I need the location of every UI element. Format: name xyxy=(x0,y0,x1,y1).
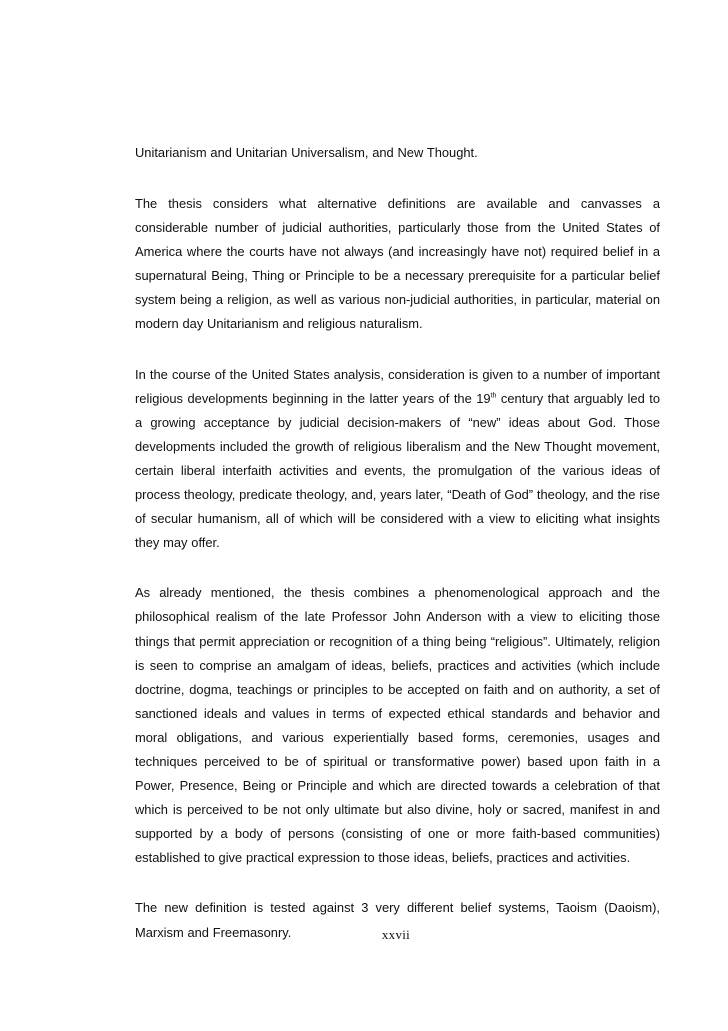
page-number-text: xxvii xyxy=(381,927,411,942)
paragraph-phenomenological-approach: As already mentioned, the thesis combines a phenomenological approach and the philosophical realism of the late Professor John Anderson with a view to eliciting those things that permit appreciation or recognition of a thing being “religious”. Ultimately, religion is seen to comprise an amalgam of ideas, beliefs, practices and activities (which include doctrine, dogma, teachings or principles to be accepted on faith and on authority, a set of sanctioned ideals and values in terms of expected ethical standards and behavior and moral obligations, and various experientially based forms, ceremonies, usages and techniques perceived to be of spiritual or transformative power) based upon faith in a Power, Presence, Being or Principle and which are directed towards a celebration of that which is perceived to be not only ultimate but also divine, holy or sacred, manifest in and supported by a body of persons (consisting of one or more faith-based communities) established to give practical expression to those ideas, beliefs, practices and activities. xyxy=(135,585,660,866)
paragraph-intro-line: Unitarianism and Unitarian Universalism, and New Thought. xyxy=(135,145,478,160)
paragraph-alternative-definitions: The thesis considers what alternative definitions are available and canvasses a considerable number of judicial authorities, particularly those from the United States of America where the courts have not always (and increasingly have not) required belief in a supernatural Being, Thing or Principle to be a necessary prerequisite for a particular belief system being a religion, as well as various non-judicial authorities, in particular, material on modern day Unitarianism and religious naturalism. xyxy=(135,196,660,332)
paragraph-united-states-analysis xyxy=(135,363,660,556)
paragraph-text-before-superscript: In the course of the United States analysis, consideration is given to a number of important religious developments beginning in the latter years of the 19 xyxy=(135,366,660,406)
page-number xyxy=(0,927,728,943)
paragraph-new-definition-tested: The new definition is tested against 3 very different belief systems, Taoism (Daoism), Marxism and Freemasonry. xyxy=(135,900,660,940)
century-superscript: th xyxy=(490,392,497,400)
paragraph-text-after-superscript: century that arguably led to a growing acceptance by judicial decision-makers of “new” ideas about God. Those developments included the growth of religious liberalism and the New Thought movement, certain liberal interfaith activities and events, the promulgation of the various ideas of process theology, predicate theology, and, years later, “Death of God” theology, and the rise of secular humanism, all of which will be considered with a view to eliciting what insights they may offer. xyxy=(135,390,660,551)
page-body xyxy=(135,144,660,971)
